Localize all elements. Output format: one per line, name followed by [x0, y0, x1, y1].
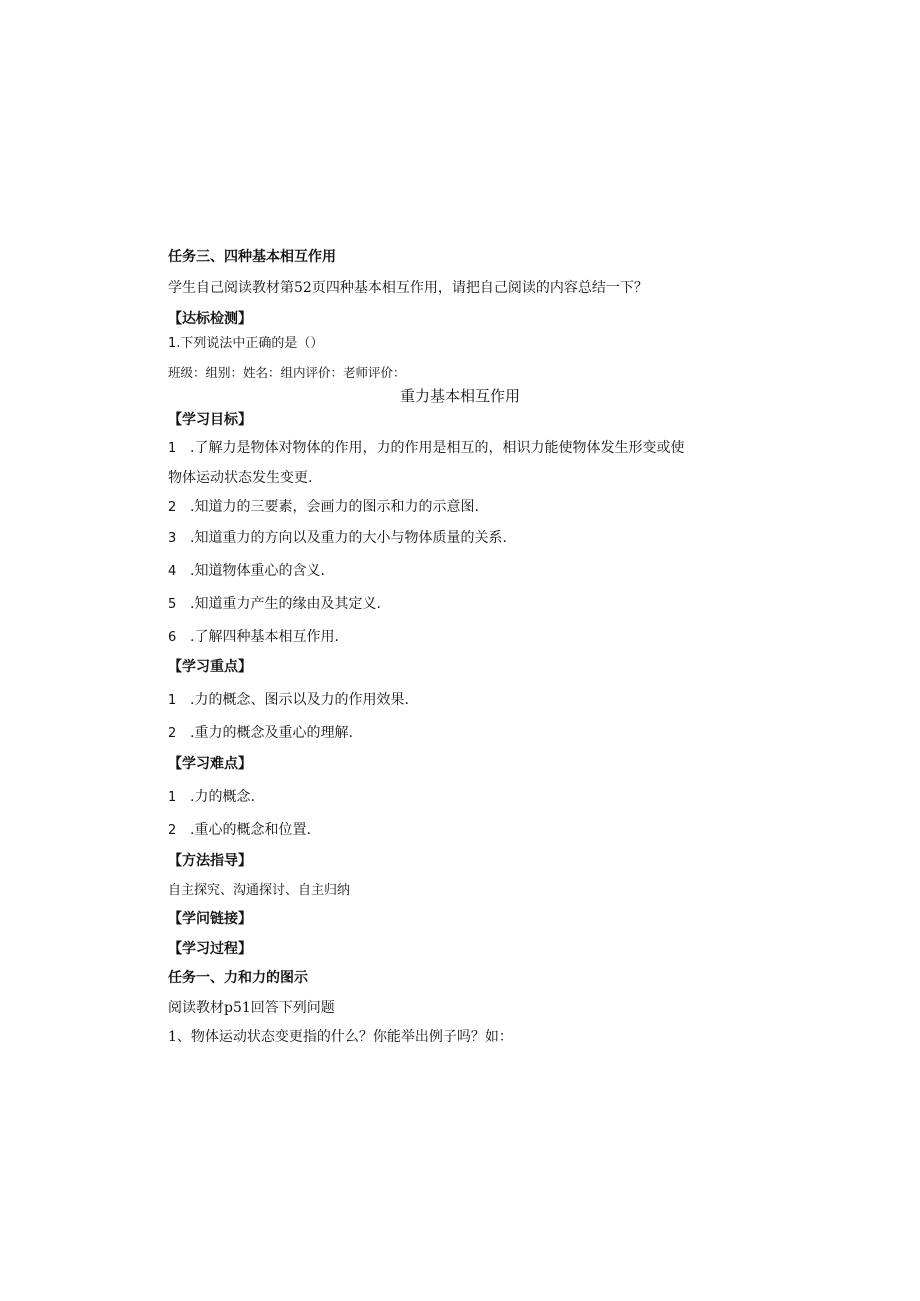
- goal-number: 6: [168, 630, 177, 645]
- goal-item-4: [168, 561, 325, 582]
- check-heading: 【达标检测】: [168, 311, 252, 327]
- goal-item-1: [168, 438, 684, 459]
- task1-heading: 任务一、力和力的图示: [168, 970, 308, 986]
- hard-number: 2: [168, 823, 177, 838]
- hard-heading: 【学习难点】: [168, 756, 252, 772]
- student-info-line: 班级：组别：姓名：组内评价：老师评价：: [168, 365, 406, 380]
- goal-text: .知道力的三要素，会画力的图示和力的示意图.: [190, 499, 479, 515]
- goal-text: .知道重力产生的缘由及其定义.: [190, 596, 381, 612]
- key-number: 1: [168, 693, 177, 708]
- key-heading: 【学习重点】: [168, 659, 252, 675]
- key-text: .力的概念、图示以及力的作用效果.: [190, 692, 409, 708]
- goal-item-3: [168, 528, 507, 549]
- goal-text: .知道重力的方向以及重力的大小与物体质量的关系.: [190, 530, 507, 546]
- hard-text: .重心的概念和位置.: [190, 822, 311, 838]
- key-text: .重力的概念及重心的理解.: [190, 725, 353, 741]
- goal-number: 1: [168, 441, 177, 456]
- goal-item-1-continued: 物体运动状态发生变更.: [168, 470, 313, 486]
- hard-number: 1: [168, 790, 177, 805]
- goal-number: 2: [168, 500, 177, 515]
- hard-item-2: [168, 820, 311, 841]
- hard-text: .力的概念.: [190, 789, 255, 805]
- goal-number: 4: [168, 564, 177, 579]
- method-text: 自主探究、沟通探讨、自主归纳: [168, 883, 351, 898]
- goal-text: .知道物体重心的含义.: [190, 563, 325, 579]
- goal-number: 5: [168, 597, 177, 612]
- goal-item-6: [168, 627, 339, 648]
- task3-heading: 任务三、四种基本相互作用: [168, 249, 336, 265]
- key-item-1: [168, 690, 409, 711]
- key-number: 2: [168, 726, 177, 741]
- goal-text: .了解力是物体对物体的作用，力的作用是相互的，相识力能使物体发生形变或使: [190, 440, 685, 456]
- goal-number: 3: [168, 531, 177, 546]
- check-question-1: 1.下列说法中正确的是（）: [168, 336, 324, 351]
- link-heading: 【学问链接】: [168, 911, 252, 927]
- hard-item-1: [168, 787, 255, 808]
- key-item-2: [168, 723, 353, 744]
- method-heading: 【方法指导】: [168, 853, 252, 869]
- task1-text: 阅读教材p51回答下列问题: [168, 1000, 335, 1016]
- goal-item-2: [168, 497, 479, 518]
- task3-text: 学生自己阅读教材第52页四种基本相互作用，请把自己阅读的内容总结一下？: [168, 280, 648, 296]
- document-title: 重力基本相互作用: [399, 387, 520, 405]
- goal-item-5: [168, 594, 381, 615]
- task1-question-1: 1、物体运动状态变更指的什么？你能举出例子吗？如：: [168, 1029, 513, 1045]
- process-heading: 【学习过程】: [168, 941, 252, 957]
- goals-heading: 【学习目标】: [168, 412, 252, 428]
- goal-text: .了解四种基本相互作用.: [190, 629, 339, 645]
